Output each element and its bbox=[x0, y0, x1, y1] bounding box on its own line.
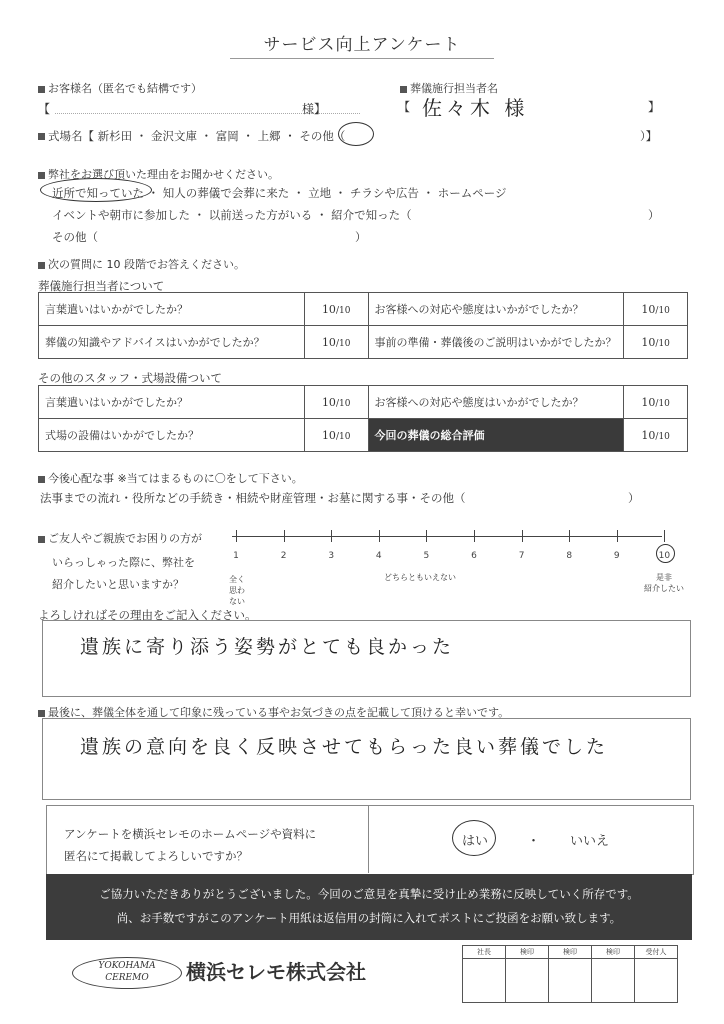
staff-score-table bbox=[38, 292, 688, 359]
reason-line-3: その他（ bbox=[52, 230, 98, 244]
recommend-line-1: ご友人やご親族でお困りの方が bbox=[48, 532, 202, 545]
question-cell: お客様への対応や態度はいかがでしたか？ bbox=[368, 293, 624, 326]
publish-divider bbox=[368, 805, 369, 873]
staff-section-label: 葬儀施行担当者について bbox=[38, 279, 165, 293]
reason-line-3-close: ） bbox=[355, 230, 367, 244]
square-bullet-icon bbox=[38, 710, 45, 717]
reason-write-label: よろしければその理由をご記入ください。 bbox=[38, 608, 257, 622]
score-denominator: 10 bbox=[338, 431, 351, 442]
question-cell: 事前の準備・葬儀後のご説明はいかがでしたか？ bbox=[368, 326, 624, 359]
q10-label-text: 次の質問に 10 段階でお答えください。 bbox=[48, 258, 245, 271]
score-value: 10 bbox=[641, 395, 656, 409]
reason-line-1: 近所で知っていた ・ 知人の葬儀で会葬に来た ・ 立地 ・ チラシや広告 ・ ホームページ bbox=[52, 186, 507, 200]
question-cell: 言葉遣いはいかがでしたか？ bbox=[39, 386, 305, 419]
score-value: 10 bbox=[321, 302, 336, 316]
reason-handwritten: 遺族に寄り添う姿勢がとても良かった bbox=[80, 636, 455, 658]
stamp-box[interactable] bbox=[635, 959, 678, 1003]
question-cell: 式場の設備はいかがでしたか？ bbox=[39, 419, 305, 452]
square-bullet-icon bbox=[38, 86, 45, 93]
table-row bbox=[39, 386, 688, 419]
publish-selection-circle bbox=[452, 820, 496, 856]
impression-label-text: 最後に、葬儀全体を通して印象に残っている事やお気づきの点を記載して頂けると幸いです。 bbox=[48, 706, 510, 719]
scale-mid-label: どちらともいえない bbox=[384, 573, 456, 582]
logo-en-1: YOKOHAMA bbox=[98, 961, 156, 971]
score-denominator: 10 bbox=[338, 305, 351, 316]
stamp-header: 受付人 bbox=[635, 946, 678, 959]
title-underline bbox=[230, 58, 494, 59]
scale-tick bbox=[426, 530, 427, 542]
scale-tick bbox=[236, 530, 237, 542]
question-cell: 言葉遣いはいかがでしたか？ bbox=[39, 293, 305, 326]
table-row bbox=[39, 293, 688, 326]
score-cell: 10/10 bbox=[624, 326, 688, 359]
recommend-question bbox=[38, 530, 202, 546]
scale-number-4[interactable]: 4 bbox=[375, 551, 382, 561]
scale-tick bbox=[284, 530, 285, 542]
score-value: 10 bbox=[641, 302, 656, 316]
scale-tick bbox=[331, 530, 332, 542]
scale-number-3[interactable]: 3 bbox=[328, 551, 335, 561]
low-label-2: 思わない bbox=[229, 586, 245, 606]
stamp-header: 検印 bbox=[506, 946, 549, 959]
score-value: 10 bbox=[641, 335, 656, 349]
stamp-box[interactable] bbox=[549, 959, 592, 1003]
scale-tick bbox=[617, 530, 618, 542]
recommend-line-2: いらっしゃった際に、弊社を bbox=[52, 556, 195, 569]
score-denominator: 10 bbox=[338, 338, 351, 349]
company-logo-mark bbox=[72, 957, 182, 989]
director-bracket-open: 【 bbox=[398, 100, 411, 114]
stamp-header-row bbox=[463, 946, 678, 959]
score-denominator: 10 bbox=[658, 305, 670, 316]
logo-en-2: CEREMO bbox=[105, 973, 149, 983]
customer-bracket-open: 【 bbox=[38, 102, 51, 116]
low-label-1: 全く bbox=[229, 575, 245, 584]
publish-line-2: 匿名にて掲載してよろしいですか？ bbox=[64, 849, 248, 863]
director-bracket-close: 】 bbox=[648, 100, 661, 114]
reason-label-text: 弊社をお選び頂いた理由をお聞かせください。 bbox=[48, 168, 279, 181]
score-cell: 10/10 bbox=[304, 386, 368, 419]
scale-low-label bbox=[226, 574, 248, 607]
stamp-box[interactable] bbox=[463, 959, 506, 1003]
q10-label bbox=[38, 256, 245, 272]
publish-separator: ・ bbox=[527, 834, 541, 849]
question-cell: 葬儀の知識やアドバイスはいかがでしたか？ bbox=[39, 326, 305, 359]
stamp-header: 検印 bbox=[592, 946, 635, 959]
high-label-2: 紹介したい bbox=[644, 584, 684, 593]
square-bullet-icon bbox=[38, 133, 45, 140]
score-cell: 10/10 bbox=[304, 326, 368, 359]
venue-row bbox=[38, 128, 345, 144]
thanks-line-2: 尚、お手数ですがこのアンケート用紙は返信用の封筒に入れてポストにご投函をお願い致します。 bbox=[116, 911, 622, 925]
score-cell: 10/10 bbox=[624, 293, 688, 326]
scale-tick bbox=[522, 530, 523, 542]
stamp-box[interactable] bbox=[592, 959, 635, 1003]
high-label-1: 是非 bbox=[656, 573, 672, 582]
publish-no-option[interactable]: いいえ bbox=[570, 834, 610, 849]
customer-label-text: お客様名（匿名でも結構です） bbox=[48, 82, 202, 95]
venue-options-text: 式場名【 新杉田 ・ 金沢文庫 ・ 富岡 ・ 上郷 ・ その他（ bbox=[48, 129, 346, 143]
director-label-text: 葬儀施行担当者名 bbox=[410, 82, 498, 95]
square-bullet-icon bbox=[38, 536, 45, 543]
stamp-box-row bbox=[463, 959, 678, 1003]
scale-high-label bbox=[644, 572, 684, 594]
scale-number-10[interactable]: 10 bbox=[658, 551, 671, 561]
score-cell: 10/10 bbox=[624, 386, 688, 419]
publish-yes-option[interactable]: はい bbox=[462, 834, 489, 849]
concern-label bbox=[38, 470, 303, 486]
reason-line-2: イベントや朝市に参加した ・ 以前送った方がいる ・ 紹介で知った（ bbox=[52, 208, 412, 222]
publish-question bbox=[64, 823, 316, 867]
scale-number-1[interactable]: 1 bbox=[233, 551, 239, 561]
reason-line-2-close: ） bbox=[648, 208, 660, 222]
other-section-label: その他のスタッフ・式場設備ついて bbox=[38, 371, 222, 385]
table-row bbox=[39, 326, 688, 359]
table-row bbox=[39, 419, 688, 452]
publish-line-1: アンケートを横浜セレモのホームページや資料に bbox=[64, 827, 317, 841]
recommend-line-3: 紹介したいと思いますか？ bbox=[52, 578, 184, 591]
scale-number-9[interactable]: 9 bbox=[613, 551, 620, 561]
impression-handwritten: 遺族の意向を良く反映させてもらった良い葬儀でした bbox=[80, 736, 609, 758]
scale-number-5[interactable]: 5 bbox=[423, 551, 430, 561]
scale-number-2[interactable]: 2 bbox=[280, 551, 287, 561]
score-cell: 10/10 bbox=[624, 419, 688, 452]
score-value: 10 bbox=[321, 428, 336, 442]
score-value: 10 bbox=[321, 335, 336, 349]
score-value: 10 bbox=[321, 395, 336, 409]
concern-options: 法事までの流れ・役所などの手続き・相続や財産管理・お墓に関する事・その他（ bbox=[40, 491, 466, 505]
reason-selection-circle bbox=[40, 178, 152, 202]
scale-tick bbox=[474, 530, 475, 542]
score-denominator: 10 bbox=[658, 398, 670, 409]
square-bullet-icon bbox=[38, 476, 45, 483]
scale-selection-circle bbox=[656, 544, 675, 563]
scale-tick bbox=[569, 530, 570, 542]
question-cell: お客様への対応や態度はいかがでしたか？ bbox=[368, 386, 624, 419]
scale-tick bbox=[664, 530, 665, 542]
scale-tick bbox=[379, 530, 380, 542]
scale-number-6[interactable]: 6 bbox=[471, 551, 477, 561]
thanks-line-1: ご協力いただきありがとうございました。今回のご意見を真摯に受け止め業務に反映していく所存です。 bbox=[99, 887, 639, 901]
square-bullet-icon bbox=[400, 86, 407, 93]
score-cell: 10/10 bbox=[304, 419, 368, 452]
score-cell: 10/10 bbox=[304, 293, 368, 326]
page-title: サービス向上アンケート bbox=[263, 35, 461, 55]
overall-rating-cell: 今回の葬儀の総合評価 bbox=[368, 419, 624, 452]
other-score-table bbox=[38, 385, 688, 452]
score-denominator: 10 bbox=[658, 431, 670, 442]
rating-scale-line bbox=[232, 536, 662, 537]
stamp-box[interactable] bbox=[506, 959, 549, 1003]
scale-number-8[interactable]: 8 bbox=[566, 551, 573, 561]
customer-name-label bbox=[38, 80, 202, 96]
score-value: 10 bbox=[641, 428, 656, 442]
score-denominator: 10 bbox=[658, 338, 670, 349]
score-denominator: 10 bbox=[338, 398, 351, 409]
director-name-handwritten: 佐々木 様 bbox=[422, 96, 529, 120]
company-name: 横浜セレモ株式会社 bbox=[186, 960, 366, 984]
concern-close: ） bbox=[628, 491, 640, 505]
venue-selection-circle bbox=[338, 122, 374, 146]
customer-sama: 様】 bbox=[302, 102, 327, 116]
square-bullet-icon bbox=[38, 262, 45, 269]
stamp-header: 社長 bbox=[463, 946, 506, 959]
square-bullet-icon bbox=[38, 172, 45, 179]
impression-box[interactable] bbox=[42, 718, 691, 800]
venue-close: ）】 bbox=[640, 129, 658, 143]
concern-label-text: 今後心配な事 ※当てはまるものに〇をして下さい。 bbox=[48, 472, 303, 485]
thank-you-band bbox=[46, 874, 692, 940]
stamp-header: 検印 bbox=[549, 946, 592, 959]
scale-number-7[interactable]: 7 bbox=[518, 551, 525, 561]
stamp-table bbox=[462, 945, 678, 1003]
